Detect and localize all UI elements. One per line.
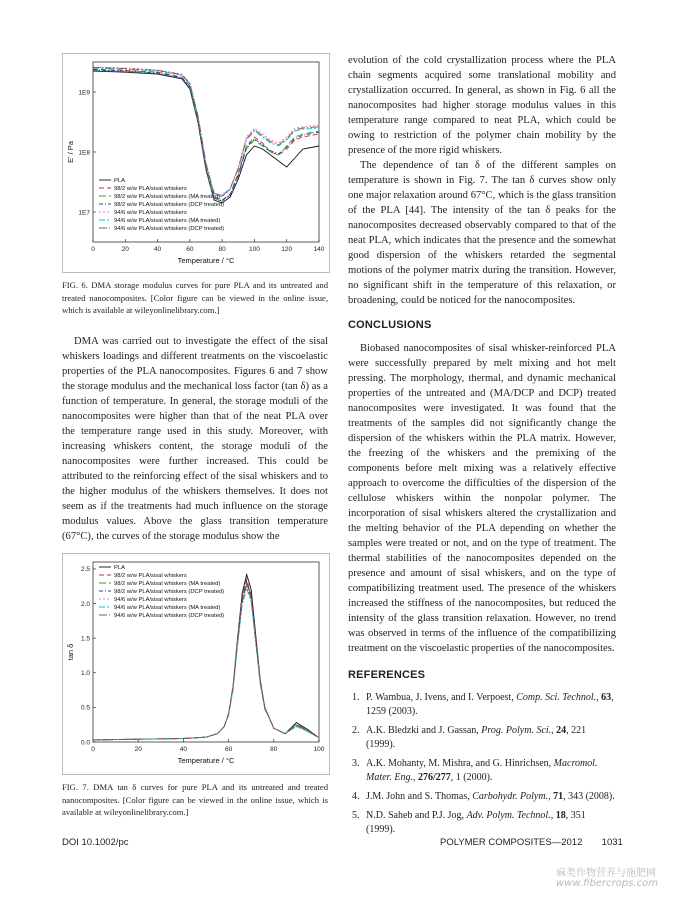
y-tick-label: 2.0 (80, 600, 90, 608)
reference-item: 5. N.D. Saheb and P.J. Jog, Adv. Polym. Technol., 18, 351 (1999). (352, 810, 586, 835)
legend-label: 98/2 w/w PLA/sisal whiskers (MA treated) (114, 581, 221, 588)
reference-authors: A.K. Bledzki and J. Gassan, (366, 725, 482, 736)
conclusions-heading: CONCLUSIONS (348, 319, 432, 331)
reference-pages-year: , 1259 (2003). (366, 692, 614, 717)
reference-number: 3. (352, 758, 360, 769)
series-line (93, 69, 319, 200)
watermark-url: www.fibercrops.com (556, 878, 658, 889)
right-paragraph-2: The dependence of tan δ of the different samples on temperature is shown in Fig. 7. The tan δ curves show only one major relaxation around 67°C, which is the glass transition of the PLA [44]. The intensity of the tan δ peaks for the nanocomposites decreased observably compared to that of the neat PLA, which indicates that the presence and the somewhat good dispersion of the whiskers retarded the segmental motions of the polymer matrix during the transition. However, no significant shift in the temperature of this relaxation, or broadening, could be noticed for the nanocomposites. (348, 160, 616, 306)
figure-7-caption: FIG. 7. DMA tan δ curves for pure PLA and its untreated and treated nanocomposites. [Color figure can be viewed in the online issue, which is available at wileyonlinelibrary.com.] (62, 782, 328, 817)
legend-label: 94/6 w/w PLA/sisal whiskers (DCP treated) (114, 226, 225, 233)
reference-item: 4. J.M. John and S. Thomas, Carbohydr. Polym., 71, 343 (2008). (352, 791, 615, 802)
reference-authors: J.M. John and S. Thomas, (366, 791, 473, 802)
reference-journal: Adv. Polym. Technol. (466, 810, 551, 821)
x-tick-label: 60 (186, 246, 194, 253)
reference-number: 4. (352, 791, 360, 802)
reference-number: 1. (352, 692, 360, 703)
x-tick-label: 20 (134, 746, 142, 753)
x-tick-label: 0 (91, 746, 95, 753)
x-tick-label: 60 (224, 746, 233, 753)
y-tick-label: 1E9 (78, 89, 90, 97)
legend-label: 98/2 w/w PLA/sisal whiskers (114, 573, 187, 580)
reference-authors: P. Wambua, J. Ivens, and I. Verpoest, (366, 692, 517, 703)
legend-label: PLA (114, 178, 125, 185)
reference-journal: Macromol. Mater. Eng. (366, 758, 598, 783)
x-tick-label: 80 (218, 246, 226, 253)
reference-number: 5. (352, 810, 360, 821)
legend-label: 94/6 w/w PLA/sisal whiskers (DCP treated) (114, 613, 225, 620)
reference-authors: A.K. Mohanty, M. Mishra, and G. Hinrichsen, (366, 758, 554, 769)
conclusions-paragraph: Biobased nanocomposites of sisal whisker-reinforced PLA were successfully prepared by melt mixing and hot melt pressing. The morphology, thermal, and dynamic mechanical properties of the untreated and (MA/DCP and DCP) treated nanocomposites were investigated. It was found that the treatments of the samples did not significantly change the dispersion of the whiskers within the PLA matrix. However, the freezing of the whiskers and the premixing of the components before melt mixing was a relatively effective approach to overcome the difficulties of the dispersion of the cellulose whiskers within the nonpolar polymer. The incorporation of sisal whiskers altered the crystallization and the melting behavior of the PLA depending on whether the samples were treated or not, and on the type of treatment. The thermal stabilities of the nanocomposites depended on the presence and amount of sisal whiskers, and on the type of compatibilizing treatment used. The presence of the whiskers increased the stiffness of the nanocomposites, but reduced the intensity of the glass transition relaxation. However, no trend was observed in terms of the influence of the compatibilizing treatment on the viscoelastic properties of the nanocomposites. (348, 343, 616, 654)
x-tick-label: 0 (91, 246, 95, 253)
y-tick-label: 1.5 (80, 635, 90, 643)
reference-volume: 71 (553, 791, 564, 802)
x-axis-label: Temperature / °C (177, 256, 235, 265)
legend-label: 94/6 w/w PLA/sisal whiskers (114, 597, 187, 604)
series-line (93, 579, 319, 740)
figure-6-chart (63, 54, 329, 272)
legend-label: 98/2 w/w PLA/sisal whiskers (DCP treated) (114, 202, 225, 209)
x-tick-label: 140 (313, 246, 325, 253)
y-tick-label: 2.5 (80, 566, 90, 574)
reference-pages-year: , 343 (2008). (563, 791, 615, 802)
series-line (93, 67, 319, 195)
y-axis-label: tan δ (66, 643, 75, 661)
figure-6-caption: FIG. 6. DMA storage modulus curves for pure PLA and its untreated and treated nanocomposites. [Color figure can be viewed in the online issue, which is available at wileyonlinelibrary.com.] (62, 280, 328, 315)
left-paragraph: DMA was carried out to investigate the effect of the sisal whiskers loadings and different treatments on the viscoelastic properties of the PLA nanocomposites. Figures 6 and 7 show the storage modulus and the mechanical loss factor (tan δ) as a function of temperature. In general, the storage moduli of the nanocomposites were higher than that of the neat PLA over the temperature range used in this study. Moreover, with increasing whiskers content, the storage moduli of the nanocomposites were further increased. This could be attributed to the reinforcing effect of the sisal whiskers and to the higher modulus of the whiskers themselves. It does not seem as if the treatments had much influence on the storage modulus values. Above the glass transition temperature (67°C), the curves of the storage modulus show the (62, 336, 328, 542)
series-line (93, 67, 319, 195)
x-tick-label: 20 (121, 246, 129, 253)
figure-7 (62, 553, 330, 775)
x-tick-label: 100 (313, 746, 325, 753)
y-tick-label: 0.0 (80, 739, 90, 747)
footer-doi: DOI 10.1002/pc (62, 837, 129, 848)
x-tick-label: 100 (248, 246, 260, 253)
footer-journal-issue: POLYMER COMPOSITES—2012 (440, 837, 583, 848)
reference-volume: 18 (555, 810, 566, 821)
figure-7-chart (63, 554, 329, 774)
x-tick-label: 40 (153, 246, 162, 253)
reference-item: 1. P. Wambua, J. Ivens, and I. Verpoest, Comp. Sci. Technol., 63, 1259 (2003). (352, 692, 614, 717)
reference-volume: 24 (556, 725, 567, 736)
legend-label: 98/2 w/w PLA/sisal whiskers (DCP treated) (114, 589, 225, 596)
series-line (93, 70, 319, 201)
series-line (93, 70, 319, 201)
x-tick-label: 120 (281, 246, 293, 253)
legend-label: 94/6 w/w PLA/sisal whiskers (MA treated) (114, 605, 221, 612)
reference-journal: Comp. Sci. Technol. (516, 692, 597, 703)
y-tick-label: 1E7 (78, 209, 90, 217)
legend-label: 94/6 w/w PLA/sisal whiskers (114, 210, 187, 217)
legend-label: PLA (114, 565, 125, 572)
reference-pages-year: , 1 (2000). (450, 772, 493, 783)
figure-6 (62, 53, 330, 273)
reference-journal: Carbohydr. Polym. (472, 791, 549, 802)
y-tick-label: 1.0 (80, 670, 90, 678)
series-line (93, 71, 319, 203)
reference-number: 2. (352, 725, 360, 736)
x-tick-label: 80 (270, 746, 278, 753)
footer-page-number: 1031 (601, 837, 623, 848)
reference-authors: N.D. Saheb and P.J. Jog, (366, 810, 467, 821)
footer-journal (440, 837, 623, 848)
y-axis-label: E' / Pa (66, 141, 75, 163)
y-tick-label: 1E8 (78, 149, 90, 157)
reference-item: 3. A.K. Mohanty, M. Mishra, and G. Hinrichsen, Macromol. Mater. Eng., 276/277, 1 (2000). (352, 758, 598, 783)
x-axis-label: Temperature / °C (177, 756, 235, 765)
references-heading: REFERENCES (348, 669, 426, 681)
right-paragraph-1: evolution of the cold crystallization process where the PLA chain segments acquired some translational mobility and crystallization occurred. In general, as shown in Fig. 6 all the nanocomposites had higher storage modulus values in this temperature range compared to neat PLA, which could be owing to restriction of the polymer chain mobility by the presence of the more rigid whiskers. (348, 55, 616, 156)
watermark-cn: 麻类作物营养与施肥网 (556, 868, 656, 879)
references-list (348, 691, 616, 837)
legend-label: 98/2 w/w PLA/sisal whiskers (MA treated) (114, 194, 221, 201)
reference-item: 2. A.K. Bledzki and J. Gassan, Prog. Polym. Sci., 24, 221 (1999). (352, 725, 587, 750)
legend-label: 98/2 w/w PLA/sisal whiskers (114, 186, 187, 193)
x-tick-label: 40 (179, 746, 188, 753)
reference-pages-year: , 351 (1999). (366, 810, 586, 835)
reference-volume: 63 (601, 692, 612, 703)
series-line (93, 68, 319, 197)
right-column (348, 53, 616, 842)
reference-journal: Prog. Polym. Sci. (481, 725, 552, 736)
legend-label: 94/6 w/w PLA/sisal whiskers (MA treated) (114, 218, 221, 225)
reference-volume: 276/277 (417, 772, 451, 783)
y-tick-label: 0.5 (80, 704, 90, 712)
reference-pages-year: , 221 (1999). (366, 725, 587, 750)
left-column (62, 334, 328, 544)
